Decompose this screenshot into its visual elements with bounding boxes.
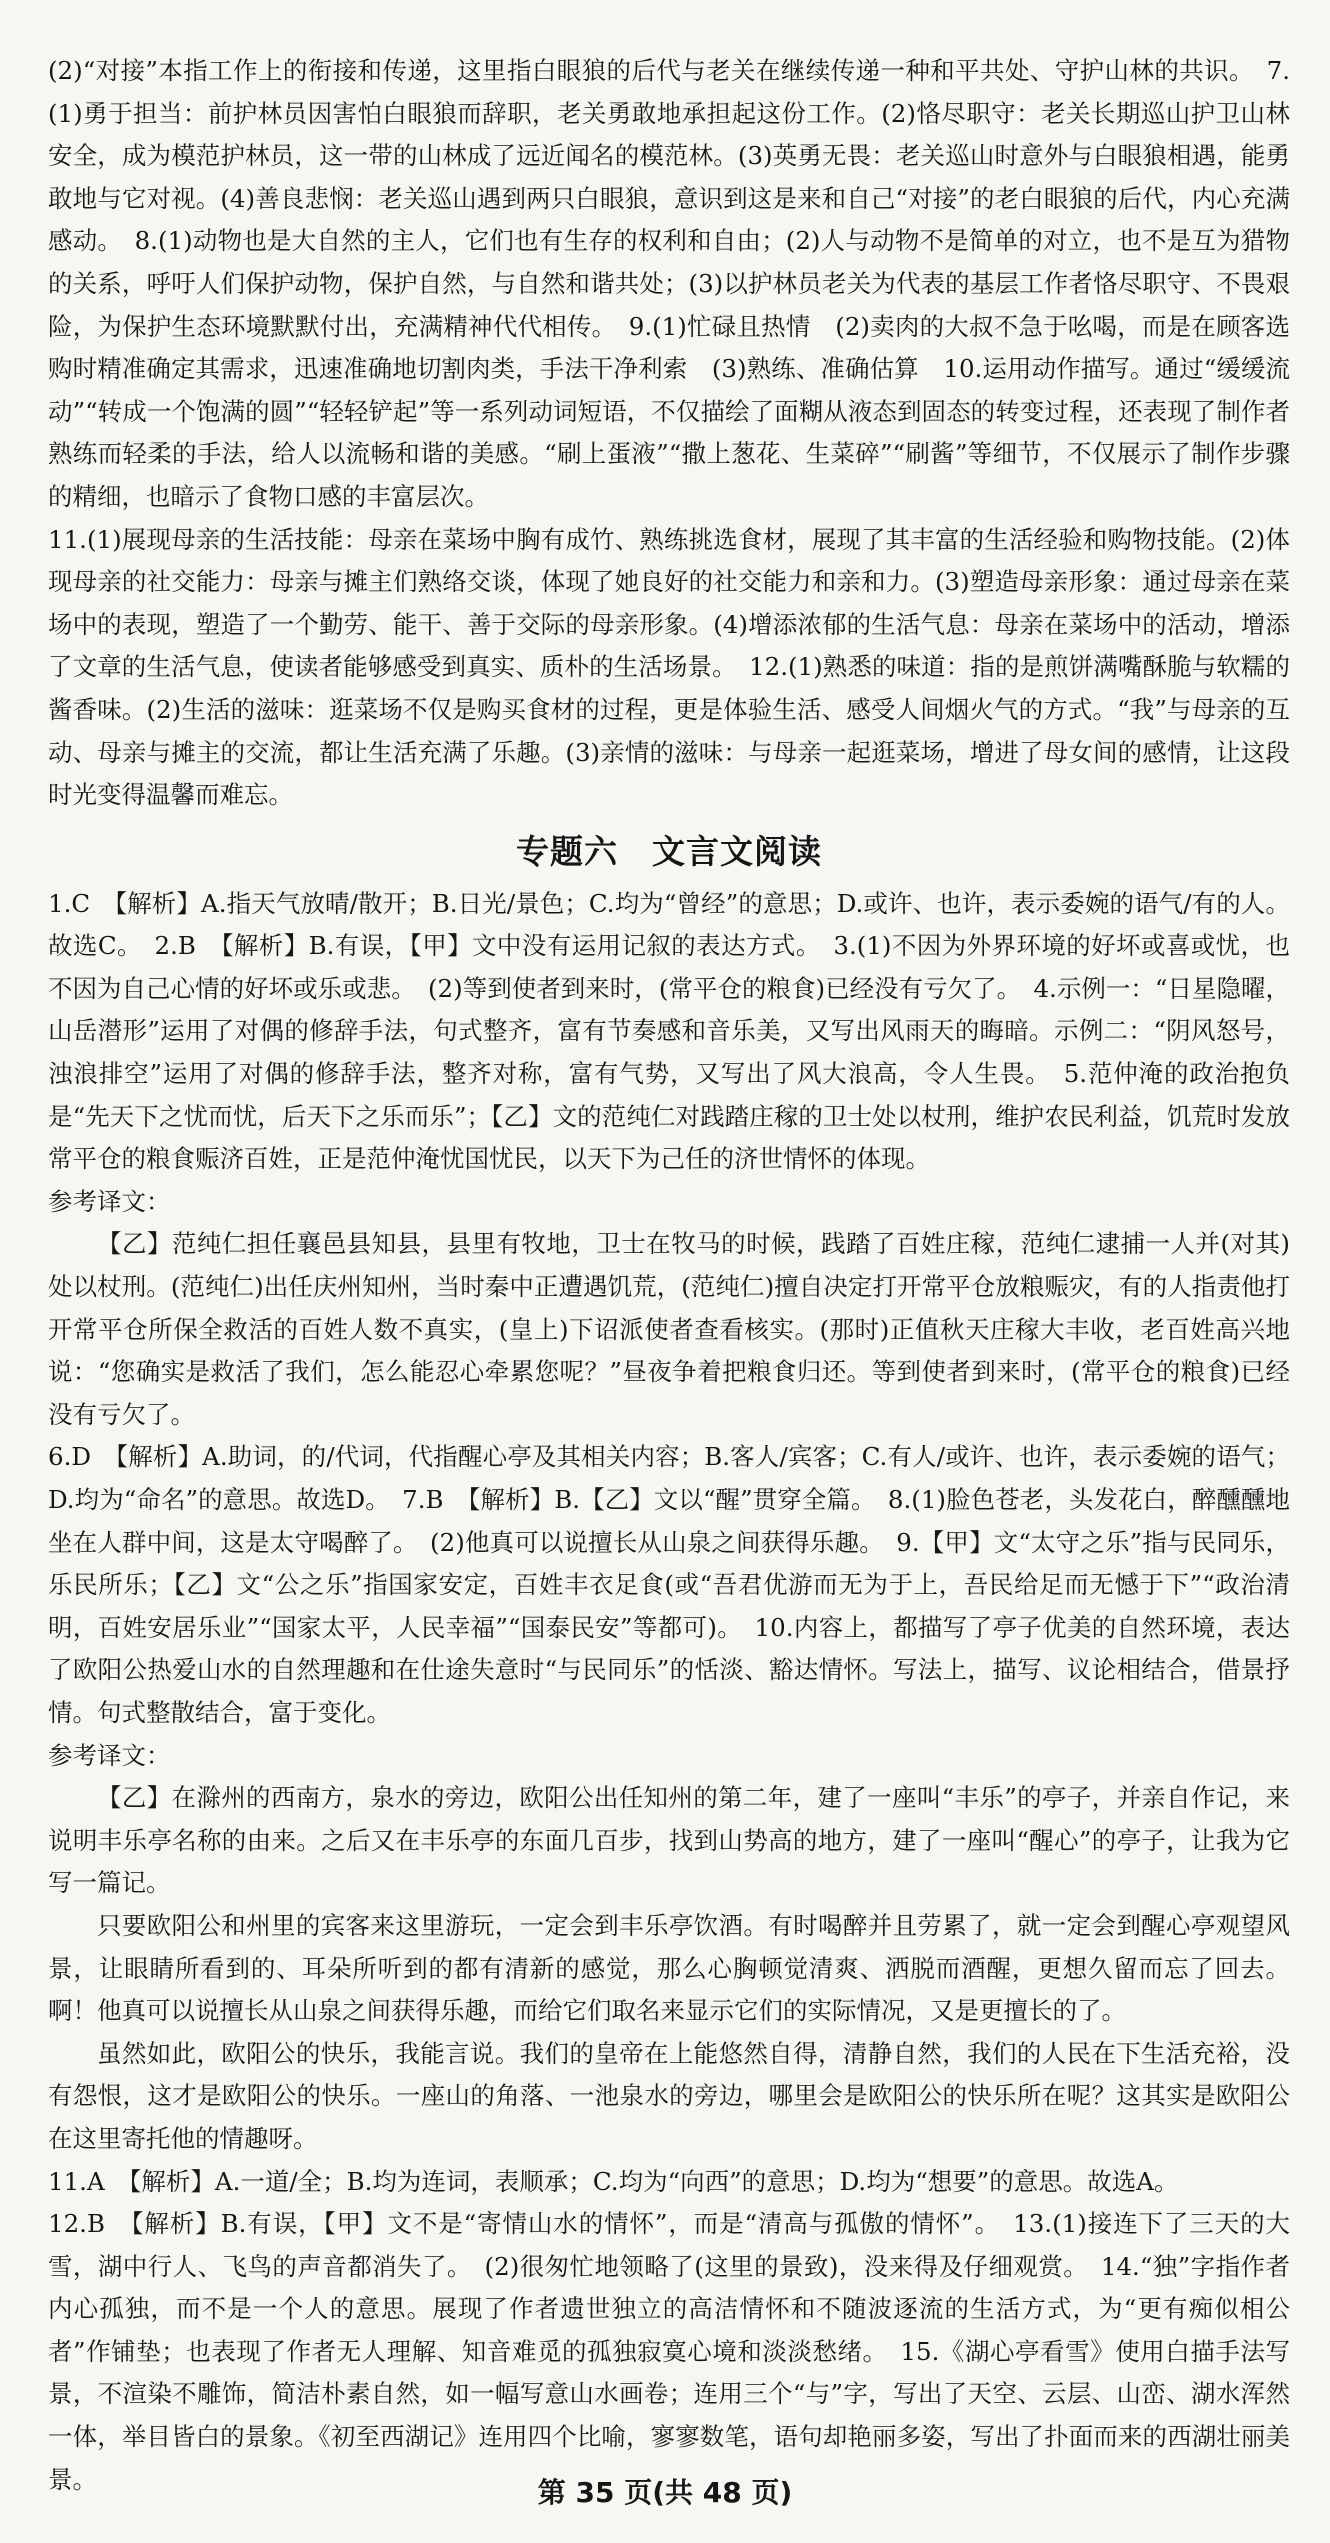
reference-translation-label: 参考译文： — [48, 1740, 171, 1770]
answer-paragraph-q11-12: 11.(1)展现母亲的生活技能：母亲在菜场中胸有成竹、熟练挑选食材，展现了其丰富的生活经验和购物技能。(2)体现母亲的社交能力：母亲与摊主们熟络交谈，体现了她良好的社交能力和亲和力。(3)塑造母亲形象：通过母亲在菜场中的表现，塑造了一个勤劳、能干、善于交际的母亲形象。(4)增添浓郁的生活气息：母亲在菜场中的活动，增添了文章的生活气息，使读者能够感受到真实、质朴的生活场景。 12.(1)熟悉的味道：指的是煎饼满嘴酥脆与软糯的酱香味。(2)生活的滋味：逛菜场不仅是购买食材的过程，更是体验生活、感受人间烟火气的方式。“我”与母亲的互动、母亲与摊主的交流，都让生活充满了乐趣。(3)亲情的滋味：与母亲一起逛菜场，增进了母女间的感情，让这段时光变得温馨而难忘。 — [48, 524, 1290, 810]
reference-translation-paragraph: 【乙】在滁州的西南方，泉水的旁边，欧阳公出任知州的第二年，建了一座叫“丰乐”的亭子，并亲自作记，来说明丰乐亭名称的由来。之后又在丰乐亭的东面几百步，找到山势高的地方，建了一座叫“醒心”的亭子，让我为它写一篇记。 — [48, 1783, 1290, 1898]
answer-paragraph-q6-10-classical: 6.D 【解析】A.助词，的/代词，代指醒心亭及其相关内容；B.客人/宾客；C.有人/或许、也许，表示委婉的语气；D.均为“命名”的意思。故选D。 7.B 【解析】B.【乙】文以“醒”贯穿全篇。 8.(1)脸色苍老，头发花白，醉醺醺地坐在人群中间，这是太守喝醉了。 (2)他真可以说擅长从山泉之间获得乐趣。 9.【甲】文“太守之乐”指与民同乐，乐民所乐；【乙】文“公之乐”指国家安定，百姓丰衣足食(或“吾君优游而无为于上，吾民给足而无憾于下”“政治清明，百姓安居乐业”“国家太平，人民幸福”“国泰民安”等都可)。 10.内容上，都描写了亭子优美的自然环境，表达了欧阳公热爱山水的自然理趣和在仕途失意时“与民同乐”的恬淡、豁达情怀。写法上，描写、议论相结合，借景抒情。句式整散结合，富于变化。 — [48, 1442, 1290, 1727]
reference-translation-label: 参考译文： — [48, 1186, 171, 1216]
answer-paragraph-q11: 11.A 【解析】A.一道/全；B.均为连词，表顺承；C.均为“向西”的意思；D.均为“想要”的意思。故选A。 — [48, 2166, 1179, 2196]
reference-translation-paragraph: 只要欧阳公和州里的宾客来这里游玩，一定会到丰乐亭饮酒。有时喝醉并且劳累了，就一定会到醒心亭观望风景，让眼睛所看到的、耳朵所听到的都有清新的感觉，那么心胸顿觉清爽、洒脱而酒醒，更想久留而忘了回去。啊！他真可以说擅长从山泉之间获得乐趣，而给它们取名来显示它们的实际情况，又是更擅长的了。 — [48, 1910, 1290, 2026]
answer-paragraph-q12-15: 12.B 【解析】B.有误，【甲】文不是“寄情山水的情怀”，而是“清高与孤傲的情怀”。 13.(1)接连下了三天的大雪，湖中行人、飞鸟的声音都消失了。 (2)很匆忙地领略了(这里的景致)，没来得及仔细观赏。 14.“独”字指作者内心孤独，而不是一个人的意思。展现了作者遗世独立的高洁情怀和不随波逐流的生活方式，为“更有痴似相公者”作铺垫；也表现了作者无人理解、知音难觅的孤独寂寞心境和淡淡愁绪。 15.《湖心亭看雪》使用白描手法写景，不渲染不雕饰，简洁朴素自然，如一幅写意山水画卷；连用三个“与”字，写出了天空、云层、山峦、湖水浑然一体，举目皆白的景象。《初至西湖记》连用四个比喻，寥寥数笔，语句却艳丽多姿，写出了扑面而来的西湖壮丽美景。 — [48, 2209, 1290, 2494]
reference-translation-paragraph: 虽然如此，欧阳公的快乐，我能言说。我们的皇帝在上能悠然自得，清静自然，我们的人民在下生活充裕，没有怨恨，这才是欧阳公的快乐。一座山的角落、一池泉水的旁边，哪里会是欧阳公的快乐所在呢？这其实是欧阳公在这里寄托他的情趣呀。 — [48, 2038, 1290, 2153]
answer-paragraph-q6-10: (2)“对接”本指工作上的衔接和传递，这里指白眼狼的后代与老关在继续传递一种和平共处、守护山林的共识。 7.(1)勇于担当：前护林员因害怕白眼狼而辞职，老关勇敢地承担起这份工作。(2)恪尽职守：老关长期巡山护卫山林安全，成为模范护林员，这一带的山林成了远近闻名的模范林。(3)英勇无畏：老关巡山时意外与白眼狼相遇，能勇敢地与它对视。(4)善良悲悯：老关巡山遇到两只白眼狼，意识到这是来和自己“对接”的老白眼狼的后代，内心充满感动。 8.(1)动物也是大自然的主人，它们也有生存的权利和自由；(2)人与动物不是简单的对立，也不是互为猎物的关系，呼吁人们保护动物，保护自然，与自然和谐共处；(3)以护林员老关为代表的基层工作者恪尽职守、不畏艰险，为保护生态环境默默付出，充满精神代代相传。 9.(1)忙碌且热情 (2)卖肉的大叔不急于吆喝，而是在顾客选购时精准确定其需求，迅速准确地切割肉类，手法干净利索 (3)熟练、准确估算 10.运用动作描写。通过“缓缓流动”“转成一个饱满的圆”“轻轻铲起”等一系列动词短语，不仅描绘了面糊从液态到固态的转变过程，还表现了制作者熟练而轻柔的手法，给人以流畅和谐的美感。“刷上蛋液”“撒上葱花、生菜碎”“刷酱”等细节，不仅展示了制作步骤的精细，也暗示了食物口感的丰富层次。 — [48, 56, 1290, 511]
page-number: 第 35 页(共 48 页) — [537, 2476, 793, 2509]
section-title: 专题六 文言文阅读 — [516, 831, 822, 871]
answer-paragraph-q1-5: 1.C 【解析】A.指天气放晴/散开；B.日光/景色；C.均为“曾经”的意思；D.或许、也许，表示委婉的语气/有的人。故选C。 2.B 【解析】B.有误，【甲】文中没有运用记叙的表达方式。 3.(1)不因为外界环境的好坏或喜或忧，也不因为自己心情的好坏或乐或悲。 (2)等到使者到来时，(常平仓的粮食)已经没有亏欠了。 4.示例一：“日星隐曜，山岳潜形”运用了对偶的修辞手法，句式整齐，富有节奏感和音乐美，又写出风雨天的晦暗。示例二：“阴风怒号，浊浪排空”运用了对偶的修辞手法，整齐对称，富有气势，又写出了风大浪高，令人生畏。 5.范仲淹的政治抱负是“先天下之忧而忧，后天下之乐而乐”；【乙】文的范纯仁对践踏庄稼的卫士处以杖刑，维护农民利益，饥荒时发放常平仓的粮食赈济百姓，正是范仲淹忧国忧民，以天下为己任的济世情怀的体现。 — [48, 888, 1290, 1174]
reference-translation-paragraph: 【乙】范纯仁担任襄邑县知县，县里有牧地，卫士在牧马的时候，践踏了百姓庄稼，范纯仁逮捕一人并(对其)处以杖刑。(范纯仁)出任庆州知州，当时秦中正遭遇饥荒，(范纯仁)擅自决定打开常平仓放粮赈灾，有的人指责他打开常平仓所保全救活的百姓人数不真实，(皇上)下诏派使者查看核实。(那时)正值秋天庄稼大丰收，老百姓高兴地说：“您确实是救活了我们，怎么能忍心牵累您呢？”昼夜争着把粮食归还。等到使者到来时，(常平仓的粮食)已经没有亏欠了。 — [48, 1229, 1290, 1429]
